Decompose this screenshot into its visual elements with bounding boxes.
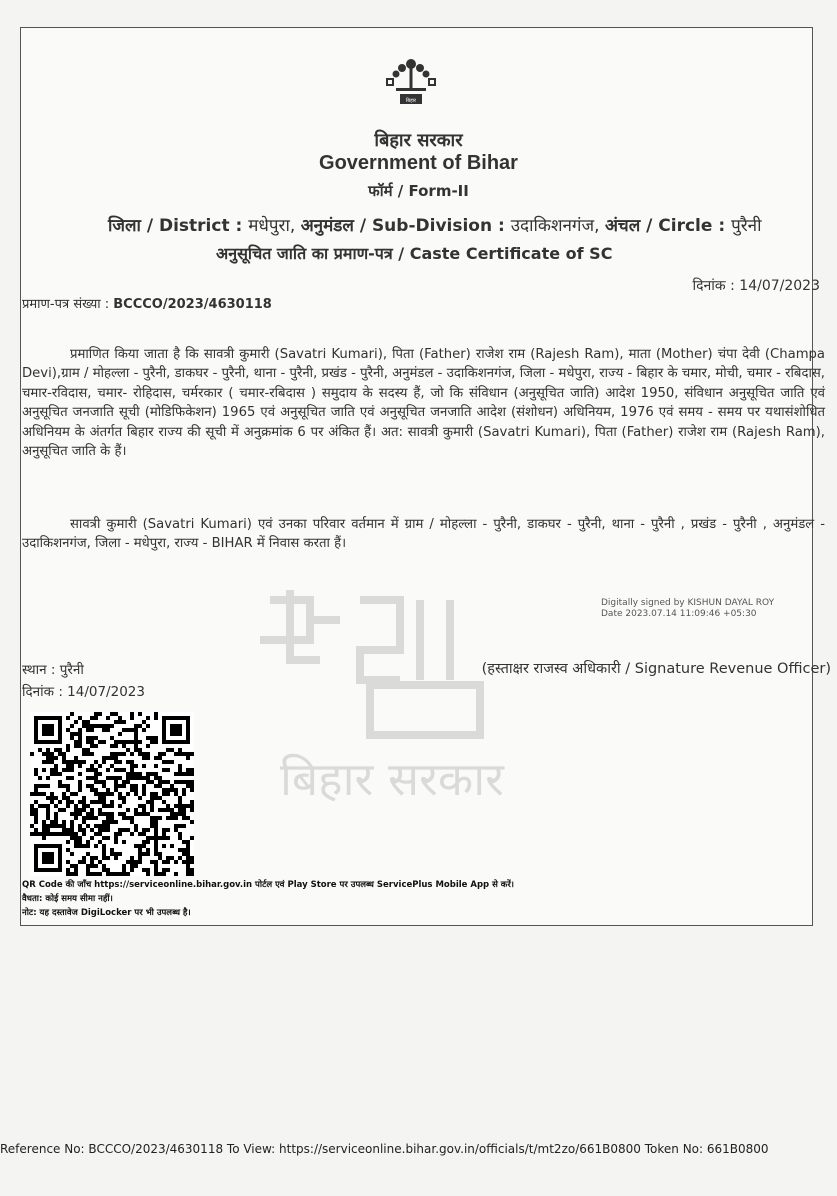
- header-english-title: Government of Bihar: [319, 152, 518, 174]
- form-number: फॉर्म / Form-II: [368, 182, 469, 200]
- certificate-number: [22, 294, 272, 312]
- certification-paragraph: प्रमाणित किया जाता है कि सावत्री कुमारी (Savatri Kumari), पिता (Father) राजेश राम (Rajesh Ram), माता (Mother) चंपा देवी (Champa Devi),ग्राम / मोहल्ला - पुरैनी, डाकघर - पुरैनी, थाना - पुरैनी, प्रखंड - पुरैनी, अनुमंडल - उदाकिशनगंज, जिला - मधेपुरा, राज्य - बिहार के चमार, मोची, चमार - रबिदास, चमार-रविदास, चमार- रोहिदास, चर्मरकार ( चमार-रबिदास ) समुदाय के सदस्य हैं, जो कि संविधान (अनुसूचित जाति) आदेश 1950, संविधान अनुसूचित जाति एवं अनुसूचित जनजाति सूची (मोडिफिकेशन) 1965 एवं अनुसूचित जाति एवं अनुसूचित जनजाति आदेश (संशोधन) अधिनियम, 1976 एवं समय - समय पर यथासंशोधित अधिनियम के अंतर्गत बिहार राज्य की सूची में अनुक्रमांक 6 पर अंकित हैं। अत: सावत्री कुमारी (Savatri Kumari), पिता (Father) राजेश राम (Rajesh Ram), अनुसूचित जाति के हैं।: [22, 347, 825, 460]
- watermark-text: बिहार सरकार: [280, 752, 504, 806]
- qr-code[interactable]: [30, 712, 194, 876]
- digital-signature-name: Digitally signed by KISHUN DAYAL ROY: [601, 598, 775, 608]
- issue-date: दिनांक : 14/07/2023: [692, 278, 820, 294]
- signing-date: दिनांक : 14/07/2023: [22, 684, 145, 700]
- bihar-emblem-icon: [380, 52, 442, 108]
- emblem-label: बिहार: [405, 98, 417, 104]
- digital-signature: [601, 598, 774, 620]
- validity-note: वैधता: कोई समय सीमा नहीं।: [22, 894, 113, 904]
- digilocker-note: नोट: यह दस्तावेज DigiLocker पर भी उपलब्ध है।: [22, 908, 191, 918]
- certificate-number-value: BCCCO/2023/4630118: [113, 297, 272, 312]
- subdivision-value: उदाकिशनगंज,: [510, 216, 605, 236]
- district-value: मधेपुरा,: [248, 216, 301, 236]
- certificate-number-label: प्रमाण-पत्र संख्या :: [22, 297, 114, 312]
- residence-paragraph: सावत्री कुमारी (Savatri Kumari) एवं उनका परिवार वर्तमान में ग्राम / मोहल्ला - पुरैनी, डाकघर - पुरैनी, थाना - पुरैनी , प्रखंड - पुरैनी , अनुमंडल - उदाकिशनगंज, जिला - मधेपुरा, राज्य - BIHAR में निवास करता हैं।: [22, 517, 825, 552]
- circle-value: पुरैनी: [731, 216, 762, 236]
- digital-signature-date: Date 2023.07.14 11:09:46 +05:30: [601, 609, 757, 619]
- header-hindi-title: बिहार सरकार: [374, 130, 463, 151]
- footer-reference: Reference No: BCCCO/2023/4630118 To View: https://serviceonline.bihar.gov.in/officials/t/mt2zo/661B0800 Token No: 661B0800: [0, 1142, 769, 1156]
- subdivision-label: अनुमंडल / Sub-Division :: [300, 216, 511, 236]
- bihar-sarkar-watermark: [250, 580, 550, 820]
- circle-label: अंचल / Circle :: [604, 216, 732, 236]
- district-label: जिला / District :: [108, 216, 249, 236]
- certificate-title: अनुसूचित जाति का प्रमाण-पत्र / Caste Certificate of SC: [216, 244, 613, 263]
- signature-label: (हस्ताक्षर राजस्व अधिकारी / Signature Revenue Officer): [481, 661, 831, 677]
- place: स्थान : पुरैनी: [22, 662, 84, 678]
- qr-verification-note: QR Code की जाँच https://serviceonline.bihar.gov.in पोर्टल एवं Play Store पर उपलब्ध ServicePlus Mobile App से करें।: [22, 880, 515, 890]
- district-line: [108, 213, 762, 236]
